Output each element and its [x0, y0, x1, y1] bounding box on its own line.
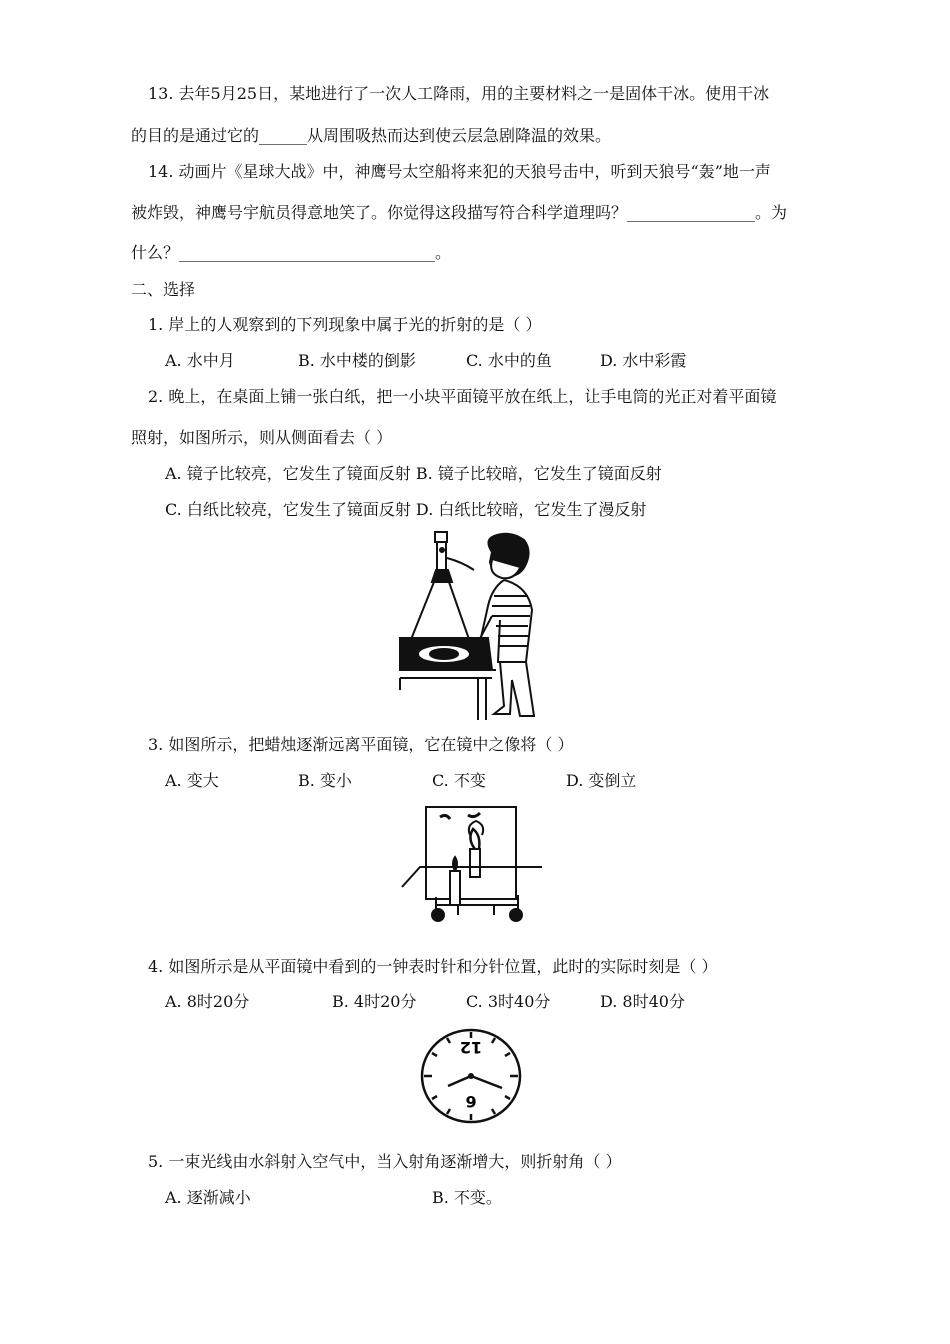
q4-option-a: A. 8时20分 — [165, 992, 250, 1011]
q1-option-d: D. 水中彩霞 — [600, 351, 687, 370]
clock-label-12: 12 — [459, 1038, 483, 1057]
q2-line-1: 2. 晚上，在桌面上铺一张白纸，把一小块平面镜平放在纸上，让手电筒的光正对着平面镜 — [148, 387, 777, 406]
q14-line-3: 什么？________________________________。 — [131, 243, 452, 262]
q3-option-b: B. 变小 — [298, 771, 352, 790]
q4-text: 4. 如图所示是从平面镜中看到的一钟表时针和分针位置，此时的实际时刻是（ ） — [148, 957, 718, 976]
candle-mirror-figure — [398, 805, 548, 927]
q4-option-c: C. 3时40分 — [466, 992, 551, 1011]
q1-option-c: C. 水中的鱼 — [466, 351, 552, 370]
q13-line-2: 的目的是通过它的______从周围吸热而达到使云层急剧降温的效果。 — [131, 126, 612, 145]
q1-option-b: B. 水中楼的倒影 — [298, 351, 416, 370]
q3-text: 3. 如图所示，把蜡烛逐渐远离平面镜，它在镜中之像将（ ） — [148, 735, 574, 754]
q3-option-a: A. 变大 — [165, 771, 219, 790]
clock-label-6: 6 — [465, 1092, 477, 1111]
q1-option-a: A. 水中月 — [165, 351, 235, 370]
q2-option-ab: A. 镜子比较亮，它发生了镜面反射 B. 镜子比较暗，它发生了镜面反射 — [165, 464, 662, 483]
q13-line-1: 13. 去年5月25日，某地进行了一次人工降雨，用的主要材料之一是固体干冰。使用干冰 — [148, 84, 770, 103]
q5-option-b: B. 不变。 — [432, 1188, 502, 1207]
q2-line-2: 照射，如图所示，则从侧面看去（ ） — [131, 428, 393, 447]
q3-option-d: D. 变倒立 — [566, 771, 637, 790]
q4-option-d: D. 8时40分 — [600, 992, 685, 1011]
q2-option-cd: C. 白纸比较亮，它发生了镜面反射 D. 白纸比较暗，它发生了漫反射 — [165, 500, 647, 519]
mirrored-clock-figure — [418, 1026, 524, 1126]
q3-option-c: C. 不变 — [432, 771, 486, 790]
q14-line-2: 被炸毁，神鹰号宇航员得意地笑了。你觉得这段描写符合科学道理吗？________________。为 — [131, 203, 788, 222]
q14-line-1: 14. 动画片《星球大战》中，神鹰号太空船将来犯的天狼号击中，听到天狼号“轰”地一声 — [148, 162, 771, 181]
q5-text: 5. 一束光线由水斜射入空气中，当入射角逐渐增大，则折射角（ ） — [148, 1152, 622, 1171]
section-title: 二、选择 — [131, 280, 196, 299]
q1-text: 1. 岸上的人观察到的下列现象中属于光的折射的是（ ） — [148, 315, 542, 334]
q4-option-b: B. 4时20分 — [332, 992, 417, 1011]
flashlight-mirror-figure — [392, 530, 562, 725]
q5-option-a: A. 逐渐减小 — [165, 1188, 251, 1207]
